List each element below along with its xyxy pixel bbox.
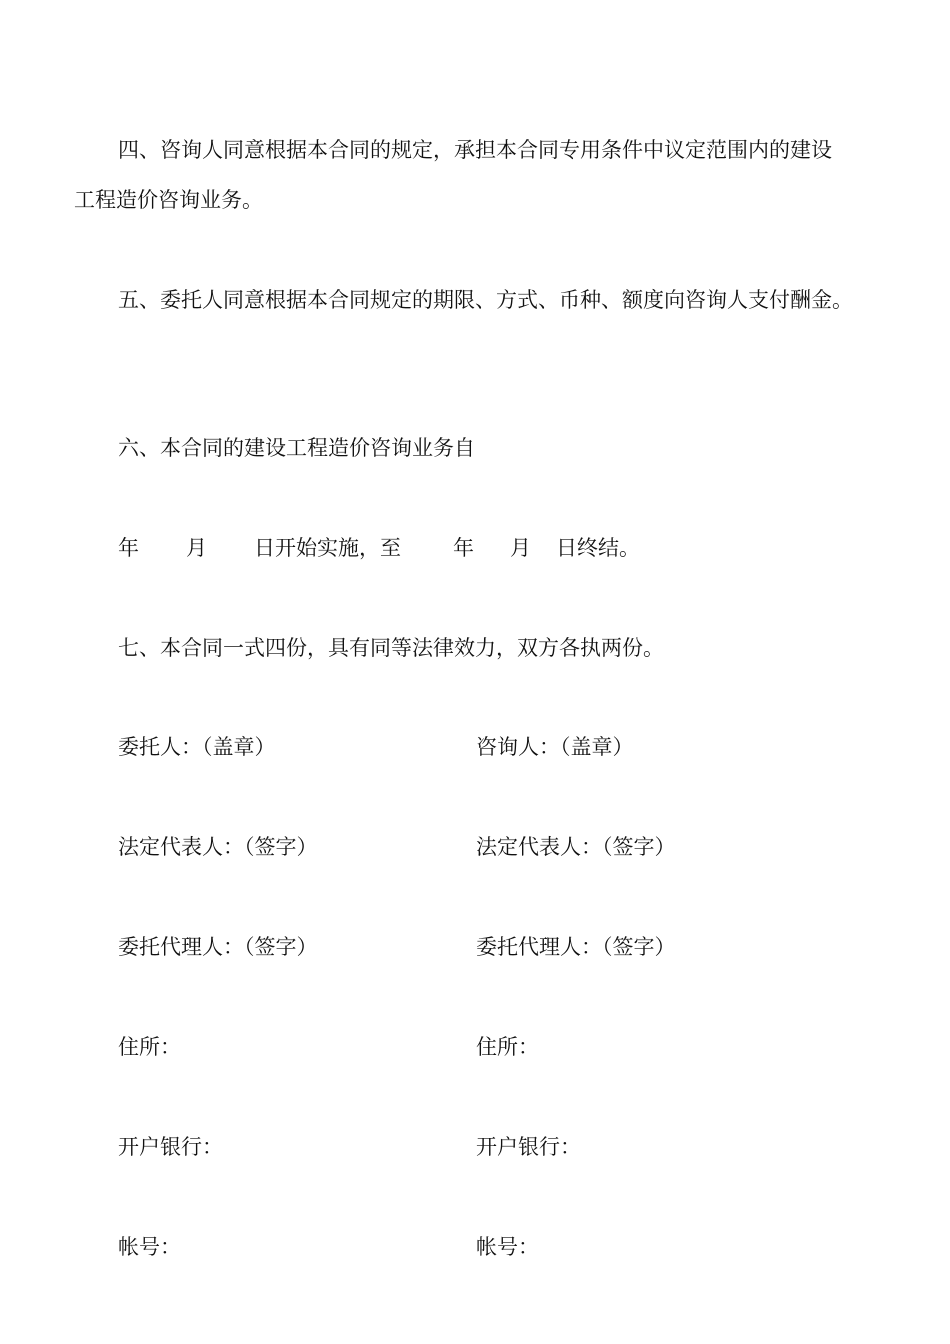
consultant-address-label: 住所：	[476, 1035, 539, 1059]
date-month-start: 月	[186, 536, 207, 560]
clause-four-line-1: 四、咨询人同意根据本合同的规定，承担本合同专用条件中议定范围内的建设	[118, 138, 832, 162]
client-bank-label: 开户银行：	[118, 1135, 223, 1159]
consultant-bank-label: 开户银行：	[476, 1135, 581, 1159]
clause-five: 五、委托人同意根据本合同规定的期限、方式、币种、额度向咨询人支付酬金。	[118, 288, 853, 312]
consultant-legal-rep-label: 法定代表人：（签字）	[476, 835, 676, 859]
client-legal-rep-label: 法定代表人：（签字）	[118, 835, 318, 859]
date-day-end: 日终结。	[556, 536, 640, 560]
date-month-end: 月	[510, 536, 531, 560]
clause-six: 六、本合同的建设工程造价咨询业务自	[118, 436, 475, 460]
date-year-end: 年	[453, 536, 474, 560]
consultant-agent-label: 委托代理人：（签字）	[476, 935, 676, 959]
consultant-seal-label: 咨询人：（盖章）	[476, 735, 634, 759]
date-day-start: 日开始实施，至	[254, 536, 401, 560]
client-account-label: 帐号：	[118, 1235, 181, 1259]
client-agent-label: 委托代理人：（签字）	[118, 935, 318, 959]
client-seal-label: 委托人：（盖章）	[118, 735, 276, 759]
clause-seven: 七、本合同一式四份，具有同等法律效力，双方各执两份。	[118, 636, 664, 660]
client-address-label: 住所：	[118, 1035, 181, 1059]
consultant-account-label: 帐号：	[476, 1235, 539, 1259]
clause-four-line-2: 工程造价咨询业务。	[74, 188, 263, 212]
date-year-start: 年	[118, 536, 139, 560]
